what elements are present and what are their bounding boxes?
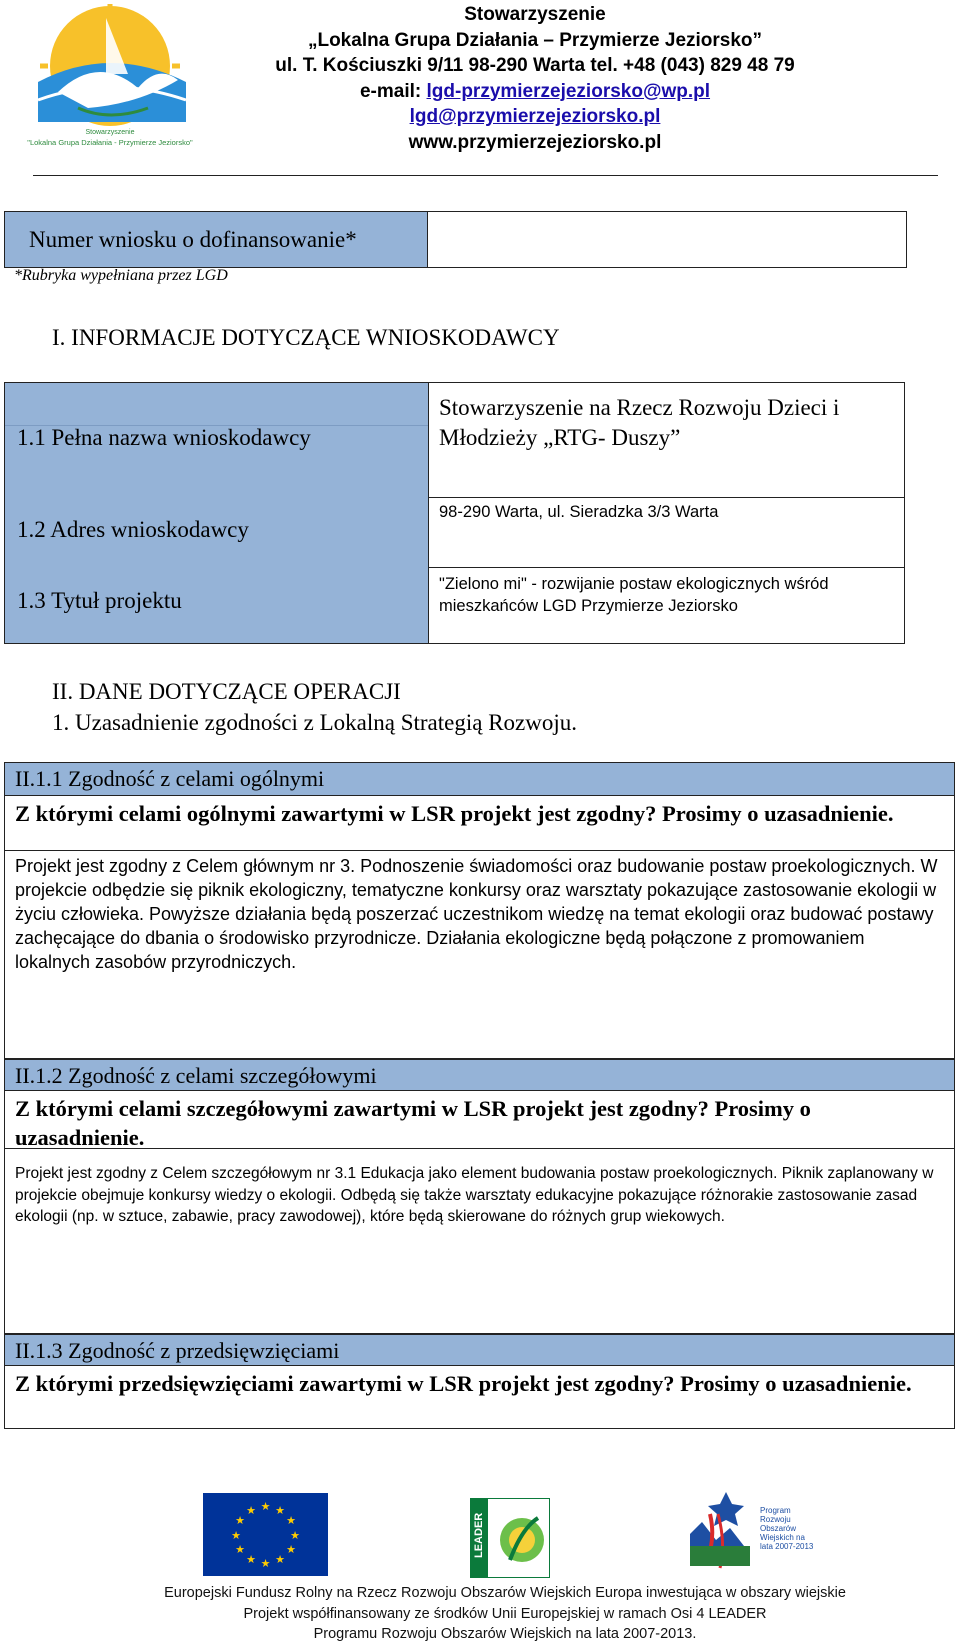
- lgd-logo: [18, 4, 203, 154]
- question-text: Z którymi celami ogólnymi zawartymi w LSR projekt jest zgodny? Prosimy o uzasadnienie.: [5, 796, 954, 851]
- header-divider: [33, 175, 938, 176]
- svg-text:★: ★: [246, 1504, 256, 1517]
- svg-text:Stowarzyszenie: Stowarzyszenie: [85, 129, 135, 136]
- section-2-heading: [52, 676, 577, 738]
- compliance-undertakings: [4, 1334, 955, 1429]
- value-full-name[interactable]: Stowarzyszenie na Rzecz Rozwoju Dzieci i Młodzieży „RTG- Duszy”: [439, 395, 840, 450]
- answer-text[interactable]: Projekt jest zgodny z Celem głównym nr 3. Podnoszenie świadomości oraz budowanie postaw proekologicznych. W projekcie odbędzie się piknik ekologiczny, tematyczne konkursy oraz warsztaty pokazujące zastosowanie ekologii w życiu człowieka. Powyższe działania będą poszerzać uczestnikom wiedzę na temat ekologii oraz budować postawy zachęcające do dbania o środowisko przyrodnicze. Działania ekologiczne będą połączone z promowaniem lokalnych zasobów przyrodniczych.: [15, 856, 938, 972]
- website[interactable]: www.przymierzejeziorsko.pl: [408, 131, 662, 153]
- email-link-1[interactable]: lgd-przymierzejeziorsko@wp.pl: [426, 80, 711, 102]
- prow-logo: [680, 1484, 820, 1582]
- application-number-label: Numer wniosku o dofinansowanie*: [5, 212, 428, 267]
- question-header: II.1.1 Zgodność z celami ogólnymi: [5, 763, 954, 796]
- email-line: [270, 79, 800, 105]
- leader-logo: [470, 1498, 550, 1578]
- svg-text:LEADER: LEADER: [473, 1512, 485, 1558]
- svg-text:★: ★: [260, 1557, 271, 1570]
- question-header: II.1.3 Zgodność z przedsięwzięciami: [5, 1335, 954, 1366]
- svg-text:★: ★: [260, 1500, 271, 1513]
- svg-text:★: ★: [290, 1529, 300, 1542]
- footer-text: [80, 1583, 930, 1645]
- eu-flag-logo: [203, 1493, 328, 1576]
- compliance-general-goals: [4, 762, 955, 1059]
- question-text: Z którymi celami szczegółowymi zawartymi w LSR projekt jest zgodny? Prosimy o uzasadnienie.: [5, 1091, 954, 1149]
- org-name-line1: Stowarzyszenie: [464, 4, 606, 25]
- svg-text:★: ★: [275, 1553, 285, 1566]
- svg-text:"Lokalna Grupa Działania - Prz: "Lokalna Grupa Działania - Przymierze Jeziorsko": [27, 138, 193, 147]
- value-project-title[interactable]: "Zielono mi" - rozwijanie postaw ekologicznych wśród mieszkańców LGD Przymierze Jeziorsko: [439, 575, 829, 615]
- svg-text:★: ★: [235, 1543, 245, 1556]
- svg-text:★: ★: [286, 1543, 296, 1556]
- footer-line-3: Programu Rozwoju Obszarów Wiejskich na lata 2007-2013.: [313, 1626, 697, 1642]
- section-1-title: I. INFORMACJE DOTYCZĄCE WNIOSKODAWCY: [52, 325, 560, 350]
- section-2-title: II. DANE DOTYCZĄCE OPERACJI: [52, 679, 401, 704]
- value-address[interactable]: 98-290 Warta, ul. Sieradzka 3/3 Warta: [439, 503, 719, 521]
- application-note: *Rubryka wypełniana przez LGD: [14, 267, 228, 284]
- application-number-row: [4, 211, 907, 268]
- svg-text:★: ★: [235, 1514, 245, 1527]
- application-number-field[interactable]: [428, 212, 906, 267]
- svg-text:★: ★: [231, 1529, 241, 1542]
- label-full-name: 1.1 Pełna nazwa wnioskodawcy: [17, 425, 311, 450]
- prow-caption: Program Rozwoju Obszarów Wiejskich na lata 2007-2013: [760, 1506, 814, 1551]
- answer-text[interactable]: Projekt jest zgodny z Celem szczegółowym nr 3.1 Edukacja jako element budowania postaw proekologicznych. Piknik zaplanowany w projekcie obejmuje konkursy wiedzy o ekologii. Odbędą się także warsztaty edukacyjne pokazujące różnorakie zastosowanie zasad ekologii (np. w sztuce, zabawie, pracy zawodowej), które będą skierowane do różnych grup wiekowych.: [15, 1165, 934, 1225]
- org-name-line2: „Lokalna Grupa Działania – Przymierze Jeziorsko”: [307, 29, 763, 51]
- org-address: ul. T. Kościuszki 9/11 98-290 Warta tel. +48 (043) 829 48 79: [275, 55, 795, 76]
- email-link-2[interactable]: lgd@przymierzejeziorsko.pl: [409, 106, 661, 127]
- svg-text:★: ★: [286, 1514, 296, 1527]
- label-address: 1.2 Adres wnioskodawcy: [17, 517, 249, 542]
- svg-text:★: ★: [246, 1553, 256, 1566]
- footer-line-1: Europejski Fundusz Rolny na Rzecz Rozwoju Obszarów Wiejskich Europa inwestująca w obszary wiejskie: [164, 1585, 846, 1601]
- label-project-title: 1.3 Tytuł projektu: [17, 588, 182, 613]
- organization-contact: [270, 2, 800, 155]
- applicant-info-table: [4, 382, 905, 644]
- question-header: II.1.2 Zgodność z celami szczegółowymi: [5, 1060, 954, 1091]
- question-text: Z którymi przedsięwzięciami zawartymi w LSR projekt jest zgodny? Prosimy o uzasadnienie.: [15, 1371, 912, 1396]
- svg-text:★: ★: [275, 1504, 285, 1517]
- compliance-specific-goals: [4, 1059, 955, 1334]
- section-2-subtitle: 1. Uzasadnienie zgodności z Lokalną Strategią Rozwoju.: [52, 710, 578, 735]
- email-label: e-mail:: [359, 80, 422, 102]
- footer-line-2: Projekt współfinansowany ze środków Unii Europejskiej w ramach Osi 4 LEADER: [243, 1605, 767, 1622]
